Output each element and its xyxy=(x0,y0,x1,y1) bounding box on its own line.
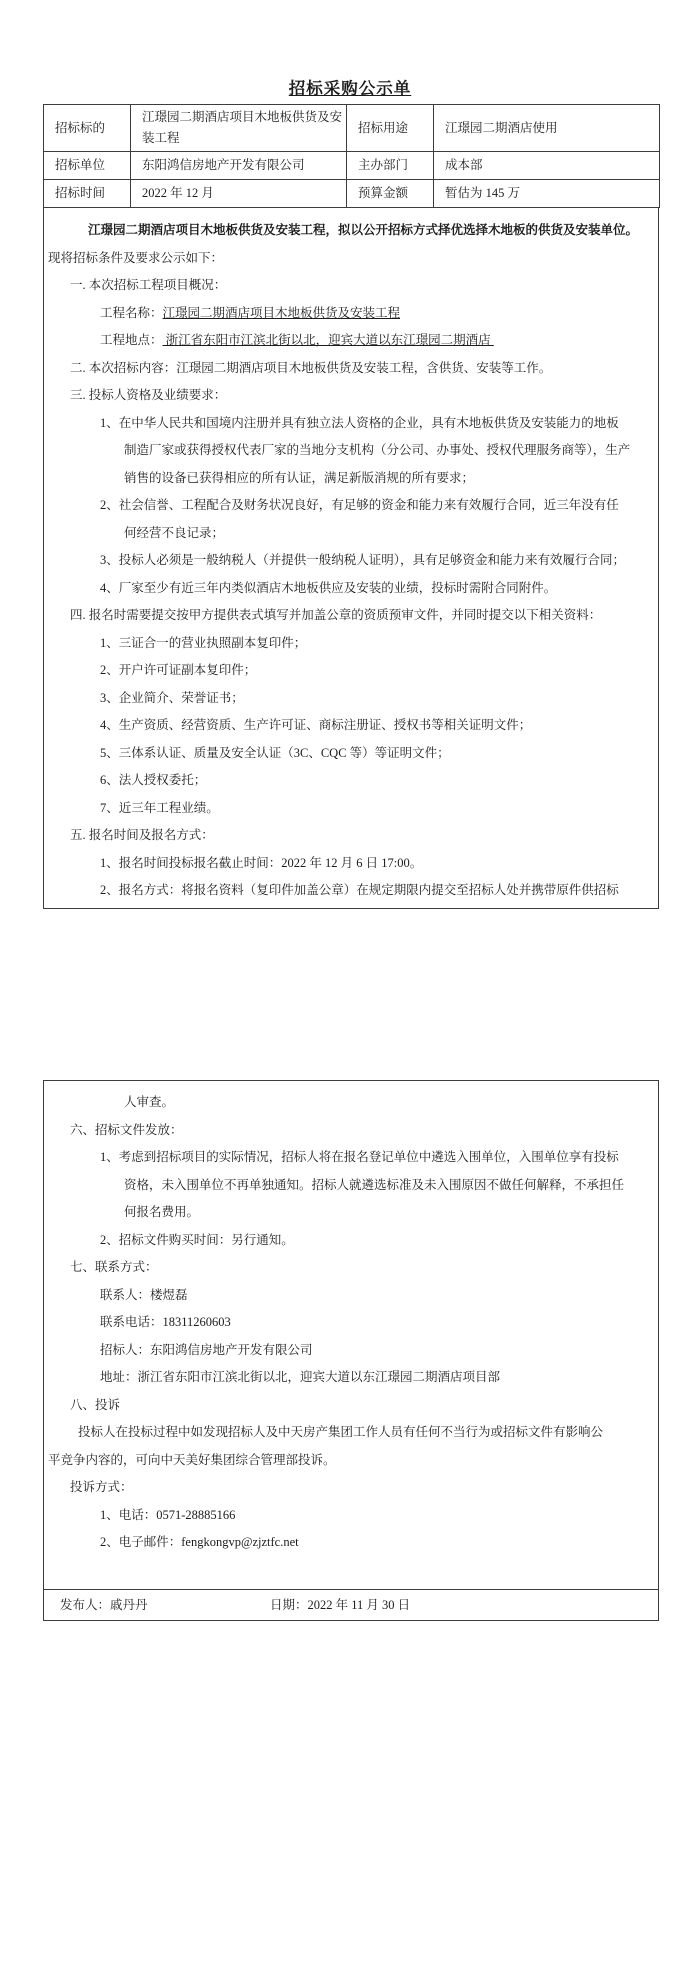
text-line: 6、法人授权委托； xyxy=(100,773,207,787)
text-line: 五. 报名时间及报名方式： xyxy=(70,828,214,842)
text-line: 3、投标人必须是一般纳税人（并提供一般纳税人证明），具有足够资金和能力来有效履行合同； xyxy=(100,553,626,567)
text-line: 2、开户许可证副本复印件； xyxy=(100,663,257,677)
text-line: 地址：浙江省东阳市江滨北街以北，迎宾大道以东江璟园二期酒店项目部 xyxy=(100,1370,501,1384)
field-label: 招标单位 xyxy=(44,152,131,180)
text-line: 三. 投标人资格及业绩要求： xyxy=(70,388,227,402)
text-line: 1、电话：0571-28885166 xyxy=(100,1507,236,1522)
text-line: 四. 报名时需要提交按甲方提供表式填写并加盖公章的资质预审文件，并同时提交以下相关资料： xyxy=(70,608,602,622)
field-value: 东阳鸿信房地产开发有限公司 xyxy=(131,152,347,180)
field-value: 2022 年 12 月 xyxy=(131,180,347,208)
table-row xyxy=(44,152,660,180)
text-line: 江璟园二期酒店项目木地板供货及安装工程，拟以公开招标方式择优选择木地板的供货及安装单位。 xyxy=(88,223,639,237)
text-line: 1、报名时间投标报名截止时间：2022 年 12 月 6 日 17:00。 xyxy=(100,855,423,870)
field-value: 暂估为 145 万 xyxy=(434,180,660,208)
text-line: 2、招标文件购买时间：另行通知。 xyxy=(100,1232,294,1247)
text-line: 七、联系方式： xyxy=(70,1260,158,1274)
text-line: 3、企业简介、荣誉证书； xyxy=(100,690,244,705)
footer-row xyxy=(44,1589,658,1620)
text-line: 联系人：楼煜磊 xyxy=(100,1287,188,1302)
text-line: 4、生产资质、经营资质、生产许可证、商标注册证、授权书等相关证明文件； xyxy=(100,718,532,732)
field-value: 江璟园二期酒店项目木地板供货及安装工程 xyxy=(131,105,347,152)
text-line: 1、三证合一的营业执照副本复印件； xyxy=(100,635,307,650)
text-line: 销售的设备已获得相应的所有认证，满足新版消规的所有要求； xyxy=(124,470,475,485)
text-line: 八、投诉 xyxy=(70,1397,121,1412)
text-line xyxy=(44,327,658,355)
announcement-sheet-page1 xyxy=(43,104,659,909)
text-line: 现将招标条件及要求公示如下： xyxy=(48,250,224,265)
text-line: 平竞争内容的，可向中天美好集团综合管理部投诉。 xyxy=(48,1452,336,1467)
text-line: 7、近三年工程业绩。 xyxy=(100,800,219,815)
text-line: 2、电子邮件：fengkongvp@zjztfc.net xyxy=(100,1535,299,1549)
field-label: 招标时间 xyxy=(44,180,131,208)
publish-date: 日期：2022 年 11 月 30 日 xyxy=(270,1598,411,1612)
announcement-body-page1 xyxy=(43,208,659,909)
text-line: 一. 本次招标工程项目概况： xyxy=(70,278,227,292)
publisher: 发布人：戚丹丹 xyxy=(60,1598,148,1612)
text-line: 2、报名方式：将报名资料（复印件加盖公章）在规定期限内提交至招标人处并携带原件供招标 xyxy=(100,883,619,897)
announcement-sheet-page2 xyxy=(43,1080,659,1621)
announcement-body-page2 xyxy=(44,1081,658,1589)
field-label: 预算金额 xyxy=(347,180,434,208)
text-line: 何报名费用。 xyxy=(124,1205,200,1219)
line-prefix: 工程地点： xyxy=(100,333,163,347)
text-line: 投诉方式： xyxy=(70,1480,133,1494)
document-title: 招标采购公示单 xyxy=(288,79,412,98)
text-line: 4、厂家至少有近三年内类似酒店木地板供应及安装的业绩，投标时需附合同附件。 xyxy=(100,580,557,595)
table-row xyxy=(44,180,660,208)
text-line: 制造厂家或获得授权代表厂家的当地分支机构（分公司、办事处、授权代理服务商等），生产 xyxy=(124,443,631,457)
underlined-value: 浙江省东阳市江滨北街以北，迎宾大道以东江璟园二期酒店 xyxy=(162,333,494,347)
text-line: 资格，未入围单位不再单独通知。招标人就遴选标准及未入围原因不做任何解释，不承担任 xyxy=(124,1177,625,1192)
field-value: 江璟园二期酒店使用 xyxy=(434,105,660,152)
field-label: 招标用途 xyxy=(347,105,434,152)
text-line: 人审查。 xyxy=(124,1095,175,1109)
text-line: 六、招标文件发放： xyxy=(70,1122,183,1137)
table-row xyxy=(44,105,660,152)
line-prefix: 工程名称： xyxy=(100,305,163,320)
text-line: 投标人在投标过程中如发现招标人及中天房产集团工作人员有任何不当行为或招标文件有影响公 xyxy=(78,1425,604,1439)
text-line xyxy=(44,300,658,328)
text-line: 何经营不良记录； xyxy=(124,525,225,540)
info-table xyxy=(43,104,660,208)
text-line: 1、考虑到招标项目的实际情况，招标人将在报名登记单位中遴选入围单位，入围单位享有投标 xyxy=(100,1150,619,1164)
text-line: 联系电话：18311260603 xyxy=(100,1315,231,1329)
field-label: 主办部门 xyxy=(347,152,434,180)
text-line: 招标人：东阳鸿信房地产开发有限公司 xyxy=(100,1342,313,1357)
text-line: 2、社会信誉、工程配合及财务状况良好，有足够的资金和能力来有效履行合同，近三年没有任 xyxy=(100,498,619,512)
field-value: 成本部 xyxy=(434,152,660,180)
text-line: 1、在中华人民共和国境内注册并具有独立法人资格的企业，具有木地板供货及安装能力的地板 xyxy=(100,415,619,430)
text-line: 5、三体系认证、质量及安全认证（3C、CQC 等）等证明文件； xyxy=(100,745,450,760)
underlined-value: 江璟园二期酒店项目木地板供货及安装工程 xyxy=(162,305,401,320)
field-label: 招标标的 xyxy=(44,105,131,152)
text-line: 二. 本次招标内容：江璟园二期酒店项目木地板供货及安装工程，含供货、安装等工作。 xyxy=(70,360,552,375)
